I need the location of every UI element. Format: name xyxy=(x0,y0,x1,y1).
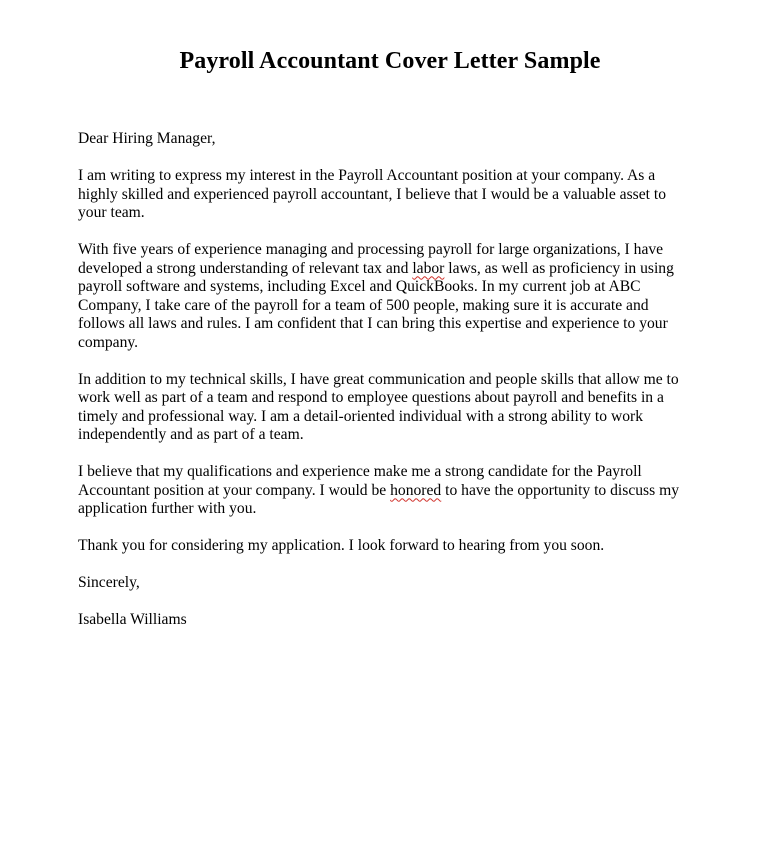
paragraph-line: I am writing to express my interest in the Payroll Accountant position at your company. As a xyxy=(78,167,656,184)
paragraph-skills xyxy=(78,371,708,445)
paragraph-line: independently and as part of a team. xyxy=(78,426,304,443)
paragraph-line: application further with you. xyxy=(78,500,257,517)
closing xyxy=(78,574,708,593)
line-segment: developed a strong understanding of relevant tax and xyxy=(78,259,409,277)
paragraph-line: Company, I take care of the payroll for a team of 500 people, making sure it is accurate and xyxy=(78,296,649,314)
signature xyxy=(78,611,708,630)
line-segment: laws, as well as proficiency in using xyxy=(448,259,674,277)
paragraph-line: company. xyxy=(78,333,139,351)
paragraph-line: timely and professional way. I am a detail-oriented individual with a strong ability to work xyxy=(78,407,643,425)
paragraph-line: With five years of experience managing and processing payroll for large organizations, I have xyxy=(78,241,664,258)
paragraph-line: I believe that my qualifications and experience make me a strong candidate for the Payroll xyxy=(78,463,642,480)
line-segment: to have the opportunity to discuss my xyxy=(445,481,680,499)
document-title: Payroll Accountant Cover Letter Sample xyxy=(179,48,601,74)
paragraph-line: payroll software and systems, including Excel and QuickBooks. In my current job at ABC xyxy=(78,278,641,295)
letter-body xyxy=(78,130,708,648)
paragraph-line xyxy=(78,482,708,501)
paragraph-line: follows all laws and rules. I am confident that I can bring this expertise and experience to your xyxy=(78,315,668,332)
spellcheck-flagged-word[interactable]: honored xyxy=(390,481,442,499)
paragraph-line: Thank you for considering my application. I look forward to hearing from you soon. xyxy=(78,537,605,554)
salutation xyxy=(78,130,708,149)
paragraph-qualifications xyxy=(78,463,708,519)
paragraph-line xyxy=(78,260,708,279)
paragraph-line: work well as part of a team and respond to employee questions about payroll and benefits in a xyxy=(78,389,664,406)
paragraph-intro xyxy=(78,167,708,223)
signature-name: Isabella Williams xyxy=(78,611,187,628)
paragraph-line: highly skilled and experienced payroll accountant, I believe that I would be a valuable asset to xyxy=(78,185,667,203)
spellcheck-flagged-word[interactable]: labor xyxy=(412,259,445,277)
paragraph-experience xyxy=(78,241,708,352)
closing-line: Sincerely, xyxy=(78,574,140,591)
salutation-line: Dear Hiring Manager, xyxy=(78,130,216,147)
paragraph-thanks xyxy=(78,537,708,556)
paragraph-line: In addition to my technical skills, I have great communication and people skills that allow me to xyxy=(78,370,679,388)
line-segment: Accountant position at your company. I would be xyxy=(78,481,387,499)
paragraph-line: your team. xyxy=(78,204,145,221)
